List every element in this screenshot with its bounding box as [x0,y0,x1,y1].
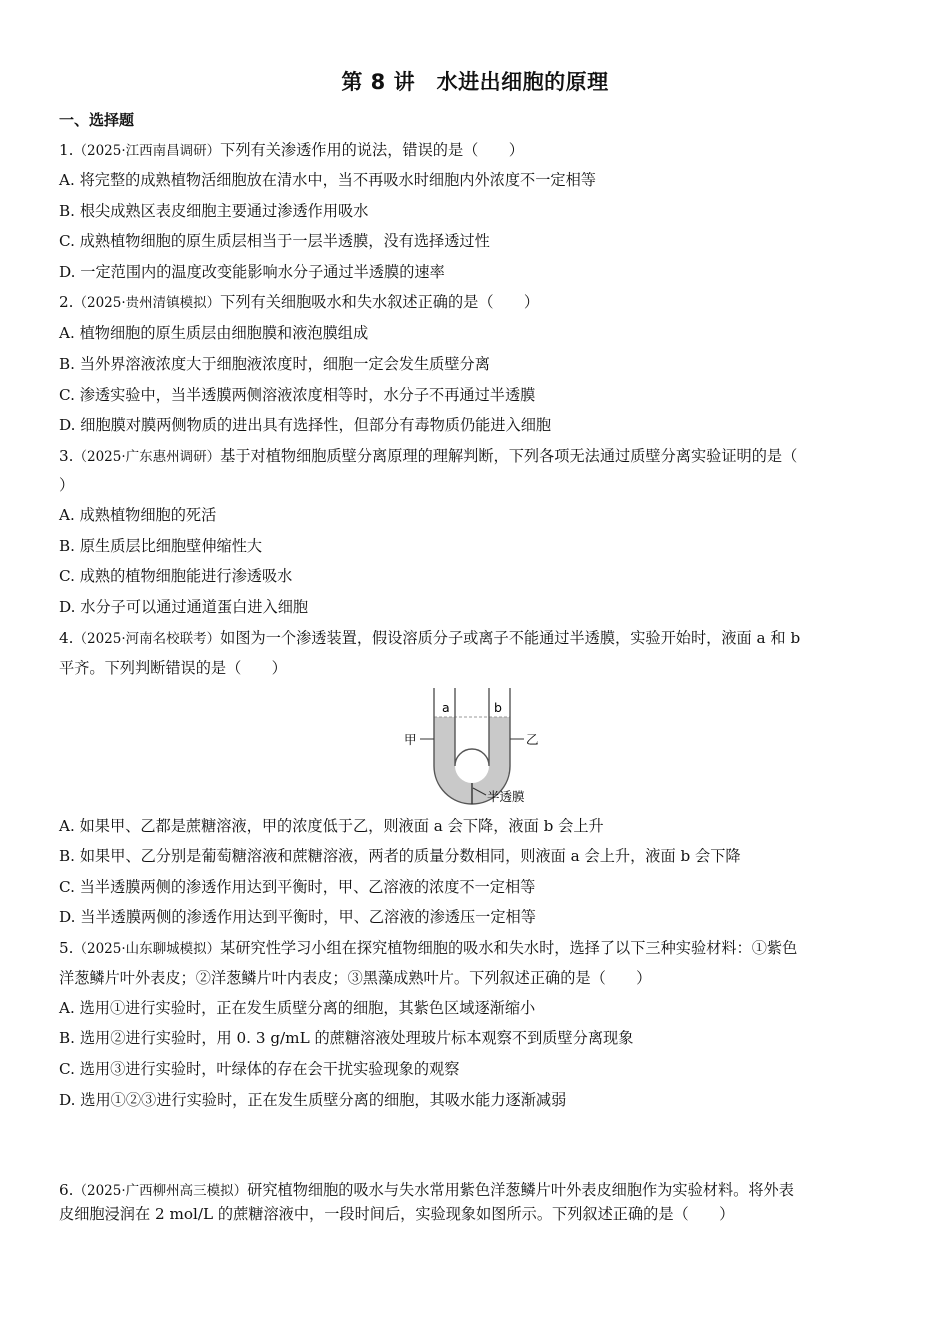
q5-option-b: B. 选用②进行实验时，用 0. 3 g/mL 的蔗糖溶液处理玻片标本观察不到质壁分离现象 [59,1029,634,1047]
question-source: （2025·河南名校联考） [73,631,221,647]
question-text: 下列有关细胞吸水和失水叙述正确的是（ ） [220,293,540,311]
question-3-stem-end: ） [59,476,75,494]
question-text: 下列有关渗透作用的说法，错误的是（ ） [220,141,524,159]
question-number: 6. [59,1181,74,1199]
q1-option-a: A. 将完整的成熟植物活细胞放在清水中，当不再吸水时细胞内外浓度不一定相等 [59,171,596,189]
q1-option-b: B. 根尖成熟区表皮细胞主要通过渗透作用吸水 [59,202,369,220]
question-source: （2025·山东聊城模拟） [73,941,221,957]
label-a: a [442,700,450,715]
question-text: 如图为一个渗透装置，假设溶质分子或离子不能通过半透膜，实验开始时，液面 a 和 b [220,629,801,647]
question-source: （2025·广东惠州调研） [73,449,221,465]
question-number: 2. [59,293,74,311]
question-source: （2025·广西柳州高三模拟） [73,1183,248,1199]
q3-option-a: A. 成熟植物细胞的死活 [59,506,217,524]
question-5-stem-end: 洋葱鳞片叶外表皮；②洋葱鳞片叶内表皮；③黑藻成熟叶片。下列叙述正确的是（ ） [59,969,652,987]
q4-option-c: C. 当半透膜两侧的渗透作用达到平衡时，甲、乙溶液的浓度不一定相等 [59,878,536,896]
q3-option-d: D. 水分子可以通过通道蛋白进入细胞 [59,598,309,616]
q3-option-b: B. 原生质层比细胞壁伸缩性大 [59,537,263,555]
question-number: 4. [59,629,74,647]
section-heading: 一、选择题 [59,111,135,129]
tube-inner-wall [455,688,489,766]
label-b: b [494,700,502,715]
question-number: 1. [59,141,74,159]
question-4-stem [59,628,800,649]
question-5-stem [59,938,797,959]
question-number: 3. [59,447,74,465]
q5-option-a: A. 选用①进行实验时，正在发生质壁分离的细胞，其紫色区域逐渐缩小 [59,999,536,1017]
question-6-stem-end: 皮细胞浸润在 2 mol/L 的蔗糖溶液中，一段时间后，实验现象如图所示。下列叙述正确的是（ ） [59,1205,735,1223]
label-jia: 甲 [404,732,417,747]
q5-option-c: C. 选用③进行实验时，叶绿体的存在会干扰实验现象的观察 [59,1060,460,1078]
q4-option-a: A. 如果甲、乙都是蔗糖溶液，甲的浓度低于乙，则液面 a 会下降，液面 b 会上升 [59,817,604,835]
q2-option-d: D. 细胞膜对膜两侧物质的进出具有选择性，但部分有毒物质仍能进入细胞 [59,416,552,434]
question-3-stem [59,446,797,467]
question-2-stem [59,292,539,313]
q1-option-d: D. 一定范围内的温度改变能影响水分子通过半透膜的速率 [59,263,445,281]
q5-option-d: D. 选用①②③进行实验时，正在发生质壁分离的细胞，其吸水能力逐渐减弱 [59,1091,567,1109]
q4-option-d: D. 当半透膜两侧的渗透作用达到平衡时，甲、乙溶液的渗透压一定相等 [59,908,536,926]
q1-option-c: C. 成熟植物细胞的原生质层相当于一层半透膜，没有选择透过性 [59,232,490,250]
question-source: （2025·贵州清镇模拟） [73,295,221,311]
q3-option-c: C. 成熟的植物细胞能进行渗透吸水 [59,567,293,585]
q2-option-b: B. 当外界溶液浓度大于细胞液浓度时，细胞一定会发生质壁分离 [59,355,490,373]
page-title: 第 8 讲 水进出细胞的原理 [341,70,609,94]
question-6-stem [59,1180,794,1201]
label-membrane: 半透膜 [487,789,525,804]
q4-option-b: B. 如果甲、乙分别是葡萄糖溶液和蔗糖溶液，两者的质量分数相同，则液面 a 会上升，液面 b 会下降 [59,847,741,865]
question-text: 某研究性学习小组在探究植物细胞的吸水和失水时，选择了以下三种实验材料：①紫色 [220,939,798,957]
question-number: 5. [59,939,74,957]
u-tube-osmosis-figure [400,684,560,808]
label-yi: 乙 [526,732,539,747]
question-text: 基于对植物细胞质壁分离原理的理解判断，下列各项无法通过质壁分离实验证明的是（ [220,447,798,465]
question-source: （2025·江西南昌调研） [73,143,221,159]
question-4-stem-end: 平齐。下列判断错误的是（ ） [59,659,287,677]
q2-option-a: A. 植物细胞的原生质层由细胞膜和液泡膜组成 [59,324,369,342]
q2-option-c: C. 渗透实验中，当半透膜两侧溶液浓度相等时，水分子不再通过半透膜 [59,386,536,404]
question-1-stem [59,140,524,161]
question-text: 研究植物细胞的吸水与失水常用紫色洋葱鳞片叶外表皮细胞作为实验材料。将外表 [247,1181,794,1199]
